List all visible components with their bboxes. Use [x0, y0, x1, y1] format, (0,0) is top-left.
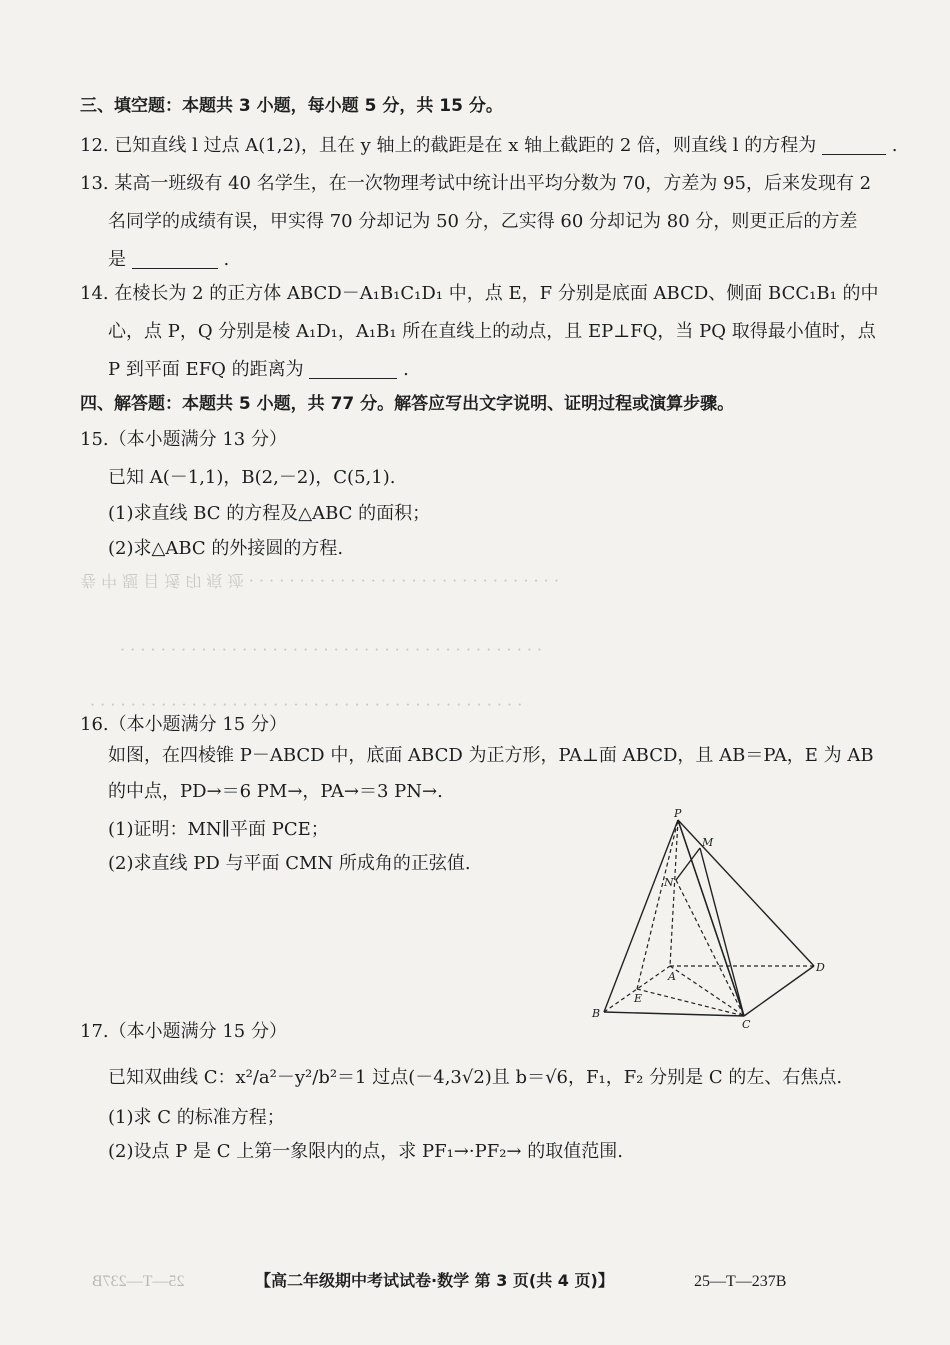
- bleed-through-text: · · · · · · · · · · · · · · · · · · · · · · · · · · · · · · · · · · · · · · · · · ·: [120, 640, 543, 659]
- label-B: B: [592, 1007, 601, 1020]
- question-14-line-1: 14. 在棱长为 2 的正方体 ABCD－A₁B₁C₁D₁ 中，点 E，F 分别是底面 ABCD、侧面 BCC₁B₁ 的中: [80, 283, 879, 304]
- question-16-line-1: 如图，在四棱锥 P－ABCD 中，底面 ABCD 为正方形，PA⊥面 ABCD，且 AB＝PA，E 为 AB: [108, 745, 874, 766]
- question-12: [80, 134, 897, 158]
- bleed-through-text: · · · · · · · · · · · · · · · · · · · · · · · · · · · · · · · · · · · · · · · · · · ·: [90, 695, 523, 714]
- label-N: N: [664, 876, 674, 889]
- edge-PD: [678, 820, 814, 966]
- question-text: 是: [108, 249, 126, 270]
- label-A: A: [668, 970, 676, 983]
- question-16-part-2: (2)求直线 PD 与平面 CMN 所成角的正弦值.: [108, 853, 471, 874]
- question-17-part-2: (2)设点 P 是 C 上第一象限内的点，求 PF₁→·PF₂→ 的取值范围.: [108, 1141, 623, 1162]
- question-15-part-2: (2)求△ABC 的外接圆的方程.: [108, 538, 344, 559]
- segment-NC: [676, 880, 744, 1016]
- edge-PA: [670, 820, 678, 966]
- footer-code-mirrored: 25—T—237B: [92, 1273, 185, 1290]
- question-16-title: 16.（本小题满分 15 分）: [80, 714, 287, 735]
- segment-EC: [637, 989, 744, 1016]
- question-15-title: 15.（本小题满分 13 分）: [80, 429, 287, 450]
- answer-blank[interactable]: [822, 136, 886, 155]
- edge-CD: [744, 966, 814, 1016]
- question-text: 12. 已知直线 l 过点 A(1,2)，且在 y 轴上的截距是在 x 轴上截距的 2 倍，则直线 l 的方程为: [80, 135, 817, 156]
- question-13-line-1: 13. 某高一班级有 40 名学生，在一次物理考试中统计出平均分数为 70，方差为 95，后来发现有 2: [80, 173, 872, 194]
- question-15-given: 已知 A(－1,1)，B(2,－2)，C(5,1).: [108, 467, 396, 488]
- edge-PB: [604, 820, 678, 1012]
- question-text: P 到平面 EFQ 的距离为: [108, 359, 304, 380]
- answer-blank[interactable]: [132, 250, 218, 269]
- question-14-line-2: 心，点 P，Q 分别是棱 A₁D₁，A₁B₁ 所在直线上的动点，且 EP⊥FQ，当 PQ 取得最小值时，点: [108, 321, 876, 342]
- question-17-title: 17.（本小题满分 15 分）: [80, 1021, 287, 1042]
- question-15-part-1: (1)求直线 BC 的方程及△ABC 的面积；: [108, 503, 431, 524]
- question-13-line-2: 名同学的成绩有误，甲实得 70 分却记为 50 分，乙实得 60 分却记为 80 分，则更正后的方差: [108, 211, 858, 232]
- question-17-part-1: (1)求 C 的标准方程；: [108, 1107, 285, 1128]
- bleed-through-text: 卷 中 题 目 透 印 痕 迹 · · · · · · · · · · · · · · · · · · · · · · · · · · · · · · ·: [80, 571, 559, 590]
- segment-EP: [637, 820, 678, 989]
- question-16-line-2: 的中点，PD→＝6 PM→，PA→＝3 PN→.: [108, 781, 443, 802]
- label-D: D: [816, 961, 825, 974]
- question-14-line-3: [108, 358, 409, 382]
- question-16-part-1: (1)证明：MN∥平面 PCE；: [108, 819, 329, 840]
- label-C: C: [742, 1018, 751, 1030]
- answer-blank[interactable]: [309, 360, 397, 379]
- footer-code: 25—T—237B: [694, 1273, 787, 1290]
- punctuation: .: [403, 359, 409, 380]
- punctuation: .: [891, 135, 898, 156]
- question-13-line-3: [108, 248, 229, 272]
- punctuation: .: [223, 249, 230, 270]
- section-heading: 三、填空题：本题共 3 小题，每小题 5 分，共 15 分。: [80, 96, 503, 116]
- edge-PC-shade: [678, 820, 744, 1016]
- footer-title: 【高二年级期中考试试卷·数学 第 3 页(共 4 页)】: [255, 1271, 614, 1290]
- pyramid-figure: [588, 808, 838, 1030]
- question-17-line-1: 已知双曲线 C：x²/a²－y²/b²＝1 过点(－4,3√2)且 b＝√6，F₁，F₂ 分别是 C 的左、右焦点.: [108, 1067, 843, 1088]
- section-heading: 四、解答题：本题共 5 小题，共 77 分。解答应写出文字说明、证明过程或演算步骤。: [80, 394, 735, 414]
- label-P: P: [674, 808, 682, 820]
- label-M: M: [702, 836, 714, 849]
- edge-BC: [604, 1012, 744, 1016]
- label-E: E: [634, 992, 643, 1005]
